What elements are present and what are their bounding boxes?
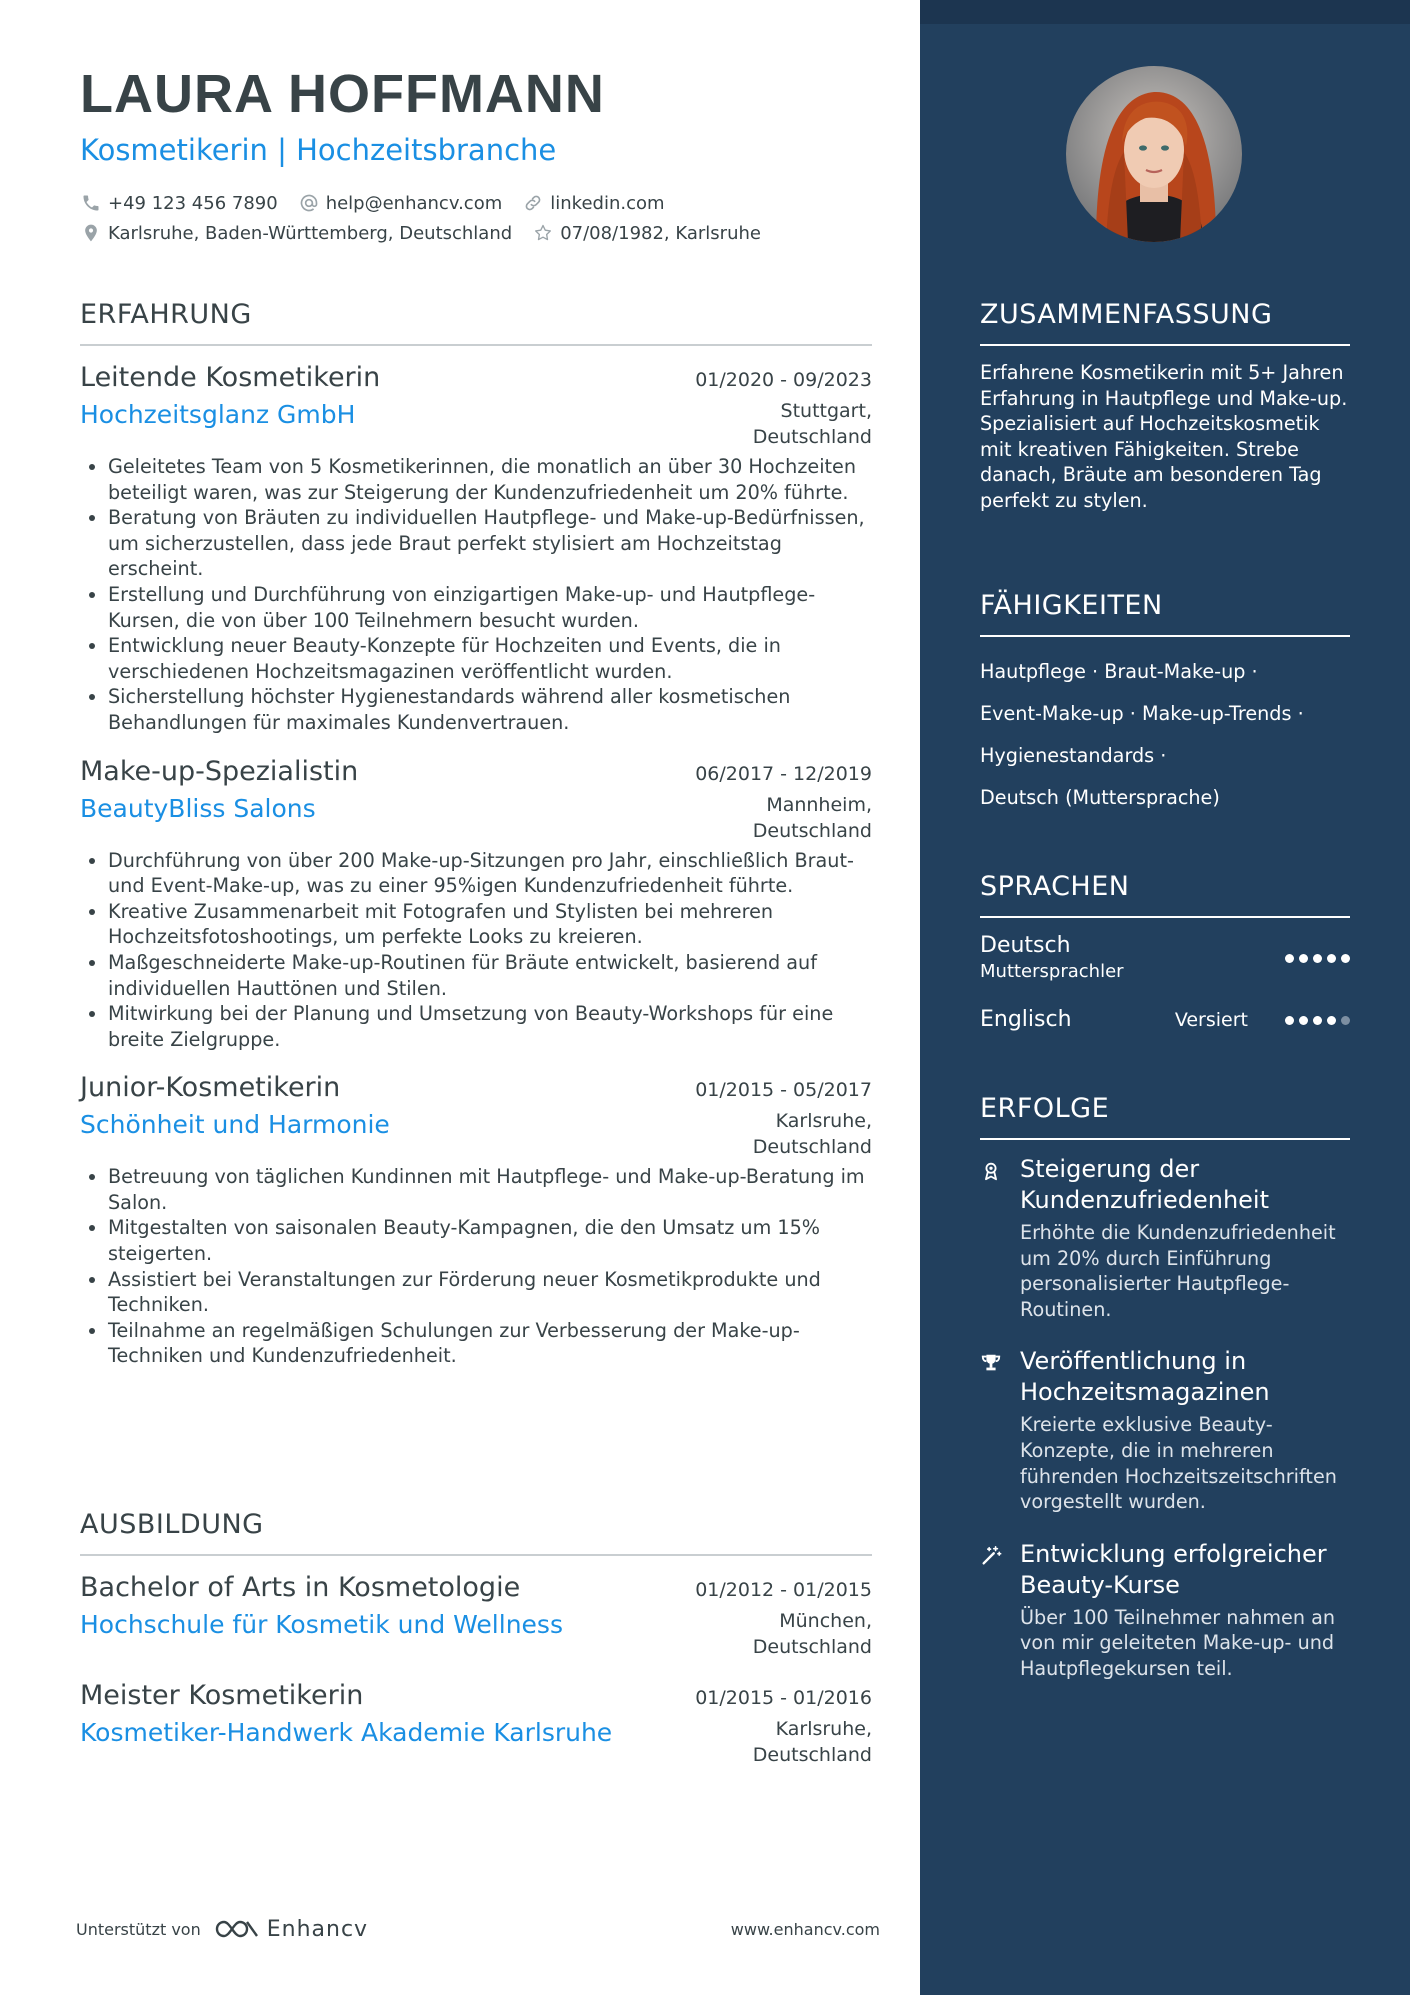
bullet-list	[80, 848, 872, 1053]
bullet-item: • Erstellung und Durchführung von einzigartigen Make-up- und Hautpflege-Kursen, die von über 100 Teilnehmern besucht wurden.	[108, 582, 872, 633]
bullet-item: • Durchführung von über 200 Make-up-Sitzungen pro Jahr, einschließlich Braut- und Event-Make-up, was zu einer 95%igen Kundenzufriedenheit führte.	[108, 848, 872, 899]
rating-dot	[1299, 1016, 1308, 1025]
achievement-desc: Erhöhte die Kundenzufriedenheit um 20% durch Einführung personalisierter Hautpflege-Routinen.	[1020, 1221, 1336, 1321]
education-entry	[80, 1570, 872, 1660]
bullet-item: • Mitwirkung bei der Planung und Umsetzung von Beauty-Workshops für eine breite Zielgruppe.	[108, 1001, 872, 1052]
magic-wand-icon	[980, 1539, 1020, 1682]
job-title: Junior-Kosmetikerin	[80, 1072, 341, 1104]
languages-section	[980, 870, 1350, 1034]
job-location: Karlsruhe, Deutschland	[752, 1110, 872, 1159]
candidate-title: Kosmetikerin | Hochzeitsbranche	[80, 133, 557, 167]
award-icon	[980, 1154, 1020, 1322]
bullet-item: • Betreuung von täglichen Kundinnen mit Hautpflege- und Make-up-Beratung im Salon.	[108, 1164, 872, 1215]
contact-info	[80, 188, 880, 248]
enhancv-logo[interactable]: Enhancv	[213, 1917, 368, 1942]
experience-entry	[80, 1070, 872, 1369]
skill-line: Hautpflege · Braut-Make-up ·	[980, 660, 1258, 683]
sidebar	[920, 0, 1410, 1995]
bullet-item: • Sicherstellung höchster Hygienestandards während aller kosmetischen Behandlungen für maximales Kundenvertrauen.	[108, 684, 872, 735]
at-icon	[298, 192, 320, 214]
school-name: Hochschule für Kosmetik und Wellness	[80, 1610, 563, 1639]
sidebar-top-bar	[920, 0, 1410, 24]
rating-dot	[1313, 1016, 1322, 1025]
phone: +49 123 456 7890	[80, 192, 278, 214]
rating-dot	[1285, 954, 1294, 963]
skill-line: Event-Make-up · Make-up-Trends ·	[980, 702, 1304, 725]
rating-dot	[1327, 1016, 1336, 1025]
language-item	[980, 932, 1350, 984]
birth-info: 07/08/1982, Karlsruhe	[532, 222, 761, 244]
achievement-item	[980, 1154, 1350, 1322]
language-item	[980, 1006, 1350, 1034]
section-title: FÄHIGKEITEN	[980, 589, 1350, 637]
location: Karlsruhe, Baden-Württemberg, Deutschland	[80, 222, 512, 244]
footer-url[interactable]: www.enhancv.com	[730, 1919, 880, 1939]
rating-dot	[1327, 954, 1336, 963]
skills-section	[980, 589, 1350, 819]
job-title: Make-up-Spezialistin	[80, 755, 359, 787]
achievement-title: Steigerung der Kundenzufriedenheit	[1020, 1155, 1269, 1214]
bullet-item: • Entwicklung neuer Beauty-Konzepte für Hochzeiten und Events, die in verschiedenen Hochzeitsmagazinen veröffentlicht wurden.	[108, 633, 872, 684]
language-name: Deutsch	[980, 933, 1071, 958]
achievement-item	[980, 1346, 1350, 1514]
experience-section	[80, 298, 872, 1369]
job-date: 01/2015 - 05/2017	[695, 1079, 872, 1102]
bullet-item: • Geleitetes Team von 5 Kosmetikerinnen, die monatlich an über 30 Hochzeiten beteiligt waren, was zur Steigerung der Kundenzufriedenheit um 20% führte.	[108, 454, 872, 505]
job-location: Stuttgart, Deutschland	[752, 400, 872, 448]
education-date: 01/2015 - 01/2016	[695, 1687, 872, 1709]
education-location: München, Deutschland	[752, 1610, 872, 1658]
job-date: 01/2020 - 09/2023	[695, 369, 872, 391]
section-title: ZUSAMMENFASSUNG	[980, 298, 1350, 346]
language-level: Muttersprachler	[980, 961, 1124, 982]
education-location: Karlsruhe, Deutschland	[752, 1718, 872, 1766]
school-name: Kosmetiker-Handwerk Akademie Karlsruhe	[80, 1718, 613, 1747]
trophy-icon	[980, 1346, 1020, 1514]
bullet-item: • Assistiert bei Veranstaltungen zur Förderung neuer Kosmetikprodukte und Techniken.	[108, 1267, 872, 1318]
rating-dot	[1285, 1016, 1294, 1025]
education-entry	[80, 1678, 872, 1768]
achievement-title: Entwicklung erfolgreicher Beauty-Kurse	[1020, 1539, 1327, 1599]
header	[80, 62, 880, 248]
link-icon	[522, 192, 544, 214]
powered-by: Unterstützt von Enhancv	[76, 1916, 369, 1942]
skill-line: Deutsch (Muttersprache)	[980, 786, 1220, 809]
phone-icon	[80, 192, 102, 214]
section-title: SPRACHEN	[980, 870, 1350, 918]
language-rating	[1280, 1016, 1350, 1025]
achievement-desc: Kreierte exklusive Beauty-Konzepte, die in mehreren führenden Hochzeitszeitschriften vorgestellt wurden.	[1020, 1413, 1337, 1514]
bullet-list	[80, 1164, 872, 1369]
job-location: Mannheim, Deutschland	[752, 793, 872, 842]
experience-entry	[80, 360, 872, 736]
achievement-item	[980, 1539, 1350, 1682]
experience-entry	[80, 754, 872, 1053]
bullet-item: • Teilnahme an regelmäßigen Schulungen zur Verbesserung der Make-up-Techniken und Kundenzufriedenheit.	[108, 1318, 872, 1369]
rating-dot	[1299, 954, 1308, 963]
section-title: ERFOLGE	[980, 1092, 1350, 1140]
enhancv-logo-icon	[213, 1917, 261, 1941]
bullet-item: • Kreative Zusammenarbeit mit Fotografen und Stylisten bei mehreren Hochzeitsfotoshootings, um perfekte Looks zu kreieren.	[108, 899, 872, 950]
job-date: 06/2017 - 12/2019	[695, 762, 872, 785]
bullet-item: • Maßgeschneiderte Make-up-Routinen für Bräute entwickelt, basierend auf individuellen Hauttönen und Stilen.	[108, 950, 872, 1001]
footer	[76, 1914, 880, 1944]
degree-title: Meister Kosmetikerin	[80, 1680, 364, 1711]
company-name: Schönheit und Harmonie	[80, 1110, 390, 1140]
skills-list	[980, 651, 1350, 819]
language-name: Englisch	[980, 1007, 1072, 1032]
company-name: Hochzeitsglanz GmbH	[80, 400, 356, 429]
location-pin-icon	[80, 222, 102, 244]
achievement-title: Veröffentlichung in Hochzeitsmagazinen	[1020, 1347, 1270, 1407]
bullet-item: • Mitgestalten von saisonalen Beauty-Kampagnen, die den Umsatz um 15% steigerten.	[108, 1215, 872, 1266]
bullet-list	[80, 454, 872, 736]
star-icon	[532, 222, 554, 244]
email[interactable]: help@enhancv.com	[298, 192, 503, 214]
education-section	[80, 1508, 872, 1768]
section-title: AUSBILDUNG	[80, 1508, 872, 1556]
achievements-section	[980, 1092, 1350, 1682]
candidate-name: LAURA HOFFMANN	[80, 64, 605, 124]
achievement-desc: Über 100 Teilnehmer nahmen an von mir geleiteten Make-up- und Hautpflegekursen teil.	[1020, 1605, 1336, 1680]
language-level: Versiert	[1174, 1009, 1248, 1031]
education-date: 01/2012 - 01/2015	[695, 1579, 872, 1601]
company-name: BeautyBliss Salons	[80, 793, 316, 823]
rating-dot	[1313, 954, 1322, 963]
linkedin[interactable]: linkedin.com	[522, 192, 664, 214]
rating-dot	[1341, 1016, 1350, 1025]
profile-photo	[1066, 66, 1242, 242]
skill-line: Hygienestandards ·	[980, 744, 1167, 767]
summary-section	[980, 298, 1350, 514]
language-rating	[1280, 954, 1350, 963]
bullet-item: • Beratung von Bräuten zu individuellen Hautpflege- und Make-up-Bedürfnissen, um sicherzustellen, dass jede Braut perfekt stylisiert am Hochzeitstag erscheint.	[108, 505, 872, 582]
summary-text: Erfahrene Kosmetikerin mit 5+ Jahren Erfahrung in Hautpflege und Make-up. Spezialisiert auf Hochzeitskosmetik mit kreativen Fähigkeiten. Strebe danach, Bräute am besonderen Tag perfekt zu stylen.	[980, 361, 1348, 512]
job-title: Leitende Kosmetikerin	[80, 362, 381, 393]
rating-dot	[1341, 954, 1350, 963]
degree-title: Bachelor of Arts in Kosmetologie	[80, 1572, 521, 1603]
section-title: ERFAHRUNG	[80, 298, 872, 346]
